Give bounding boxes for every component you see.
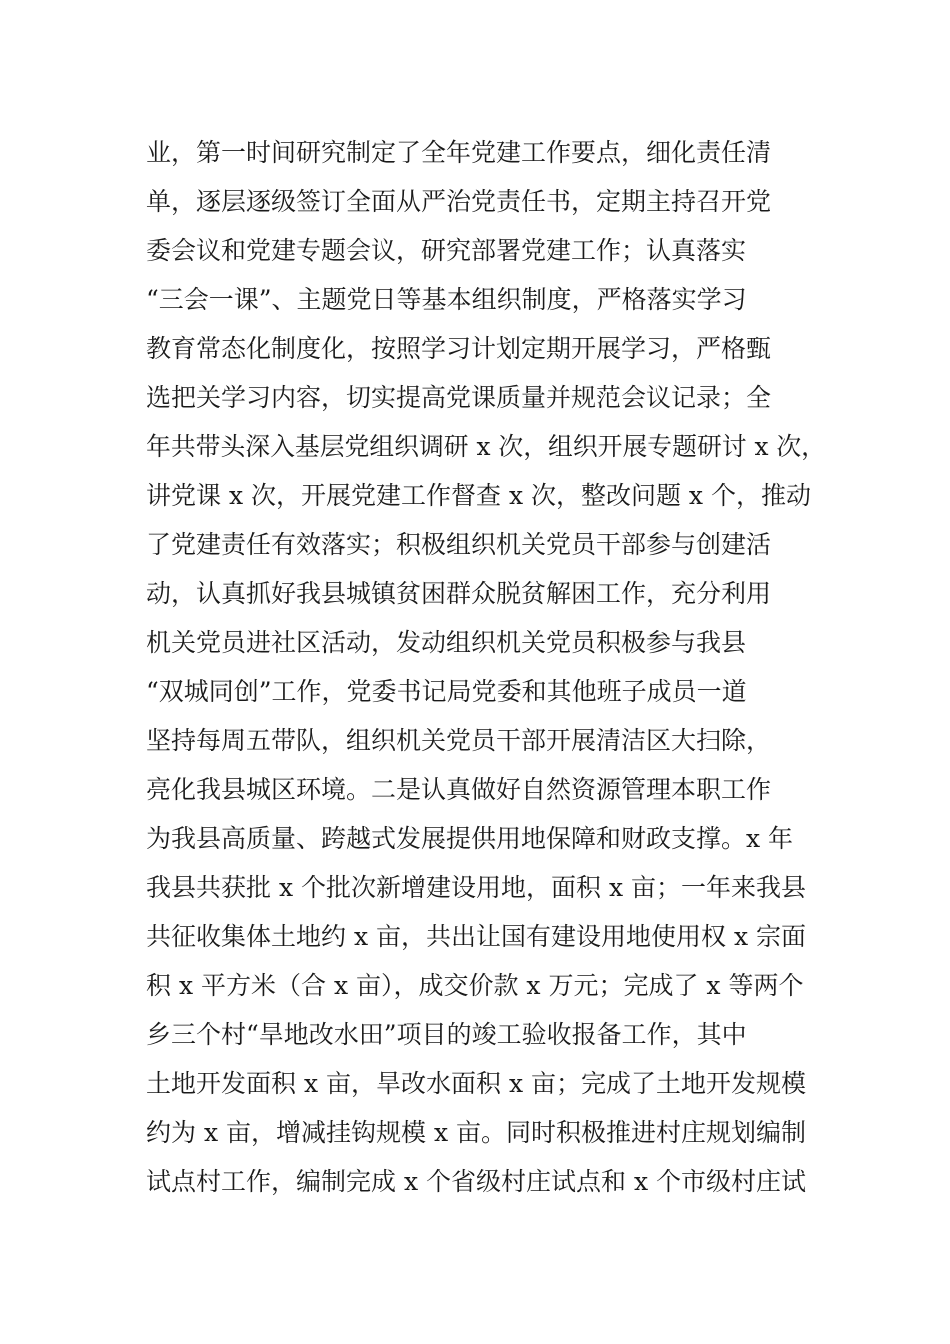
text-line: 教育常态化制度化，按照学习计划定期开展学习，严格甄 [146, 334, 772, 363]
text-line: 试点村工作，编制完成 x 个省级村庄试点和 x 个市级村庄试 [146, 1167, 806, 1196]
text-line: 为我县高质量、跨越式发展提供用地保障和财政支撑。x 年 [146, 824, 794, 853]
text-line: 委会议和党建专题会议，研究部署党建工作；认真落实 [146, 236, 747, 265]
text-line: 了党建责任有效落实；积极组织机关党员干部参与创建活 [146, 530, 772, 559]
text-line: 选把关学习内容，切实提高党课质量并规范会议记录；全 [146, 383, 772, 412]
text-line: 我县共获批 x 个批次新增建设用地，面积 x 亩；一年来我县 [146, 873, 806, 902]
document-body [146, 128, 826, 1206]
text-line: 动，认真抓好我县城镇贫困群众脱贫解困工作，充分利用 [146, 579, 772, 608]
text-line: 共征收集体土地约 x 亩，共出让国有建设用地使用权 x 宗面 [146, 922, 806, 951]
text-line: 土地开发面积 x 亩，旱改水面积 x 亩；完成了土地开发规模 [146, 1069, 806, 1098]
text-line: 业，第一时间研究制定了全年党建工作要点，细化责任清 [146, 138, 772, 167]
text-line: 机关党员进社区活动，发动组织机关党员积极参与我县 [146, 628, 747, 657]
text-line: 坚持每周五带队，组织机关党员干部开展清洁区大扫除， [146, 726, 772, 755]
text-line: 积 x 平方米（合 x 亩），成交价款 x 万元；完成了 x 等两个 [146, 971, 804, 1000]
text-line: 亮化我县城区环境。二是认真做好自然资源管理本职工作 [146, 775, 772, 804]
text-line: 约为 x 亩，增减挂钩规模 x 亩。同时积极推进村庄规划编制 [146, 1118, 806, 1147]
text-line: 乡三个村“旱地改水田”项目的竣工验收报备工作，其中 [146, 1020, 747, 1049]
text-line: “三会一课”、主题党日等基本组织制度，严格落实学习 [146, 285, 747, 314]
text-line: “双城同创”工作，党委书记局党委和其他班子成员一道 [146, 677, 747, 706]
text-line: 单，逐层逐级签订全面从严治党责任书，定期主持召开党 [146, 187, 772, 216]
text-line: 讲党课 x 次，开展党建工作督查 x 次，整改问题 x 个，推动 [146, 481, 811, 510]
text-line: 年共带头深入基层党组织调研 x 次，组织开展专题研讨 x 次， [146, 432, 826, 461]
